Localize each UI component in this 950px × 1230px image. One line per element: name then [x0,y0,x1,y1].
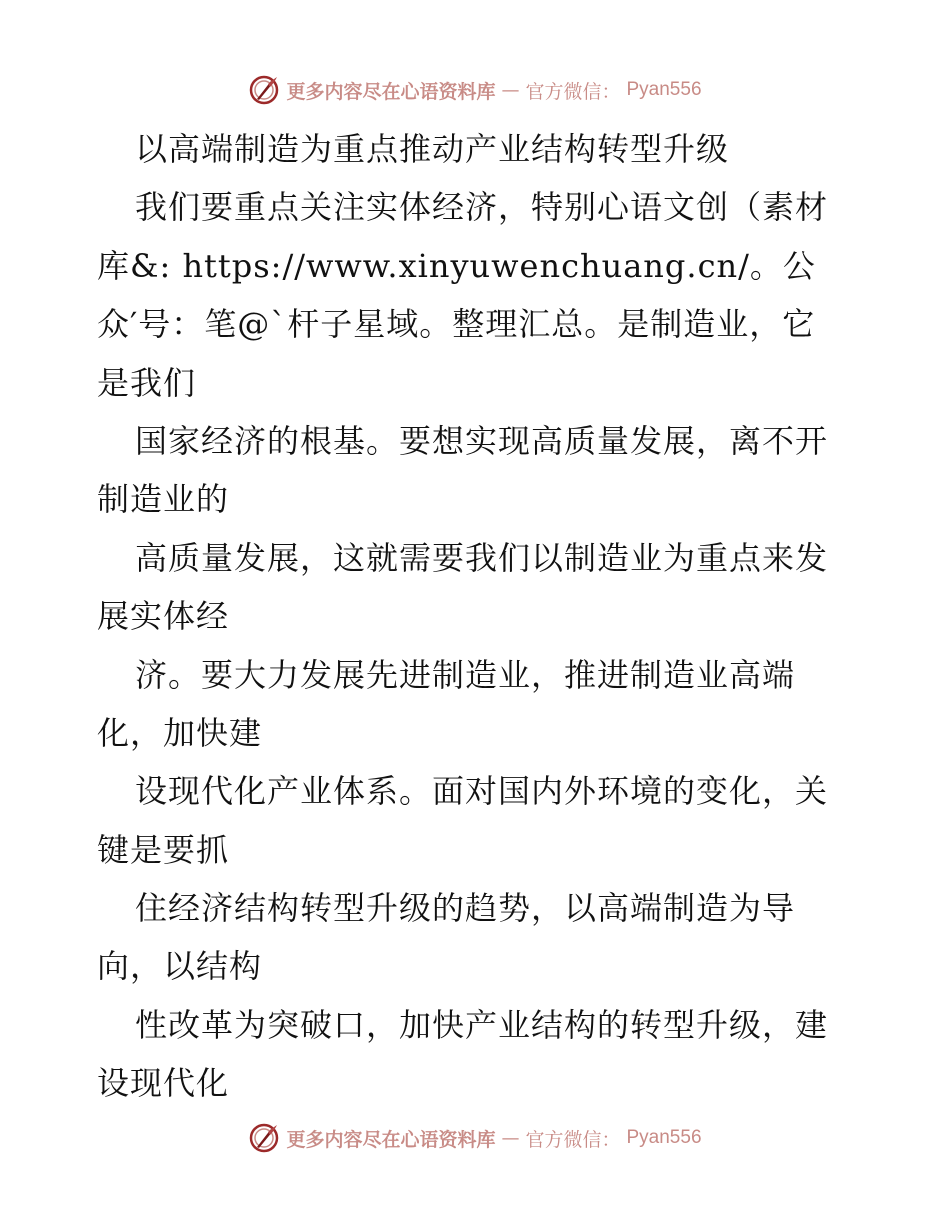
header-slogan: 更多内容尽在心语资料库 [286,80,496,103]
body-line-title: 以高端制造为重点推动产业结构转型升级 [135,130,730,168]
body-line: 展实体经 [97,597,230,636]
body-line: 高质量发展，这就需要我们以制造业为重点来发 [135,538,829,577]
body-line: 设现代化产业体系。面对国内外环境的变化，关 [135,772,829,811]
body-line: 住经济结构转型升级的趋势，以高端制造为导 [135,889,796,928]
body-line: 性改革为突破口，加快产业结构的转型升级，建 [135,1005,829,1044]
body-line: 是我们 [97,363,197,402]
footer-wechat-id: Pyan556 [626,1127,702,1148]
body-line: 设现代化 [97,1064,230,1103]
footer-wechat-label: 官方微信： [525,1128,621,1151]
body-line: 化，加快建 [97,713,263,752]
quill-logo-icon [248,1122,280,1154]
body-line: 国家经济的根基。要想实现高质量发展，离不开 [135,421,829,460]
header-separator: — [501,79,520,101]
footer-separator: — [501,1127,520,1149]
body-line: 我们要重点关注实体经济，特别心语文创（素材 [135,188,829,227]
quill-logo-icon [248,74,280,106]
page-footer-banner [0,1120,950,1156]
body-line: 库&: https://www.xinyuwenchuang.cn/。公 [97,246,816,285]
body-line: 键是要抓 [97,830,230,869]
page-header-banner [0,72,950,108]
body-line: 众′号：笔@`杆子星域。整理汇总。是制造业，它 [97,305,816,344]
header-wechat-id: Pyan556 [626,79,702,100]
document-body [97,120,857,1113]
body-line: 制造业的 [97,480,230,519]
body-line: 向，以结构 [97,947,263,986]
body-line: 济。要大力发展先进制造业，推进制造业高端 [135,655,796,694]
header-wechat-label: 官方微信： [525,80,621,103]
footer-slogan: 更多内容尽在心语资料库 [286,1128,496,1151]
